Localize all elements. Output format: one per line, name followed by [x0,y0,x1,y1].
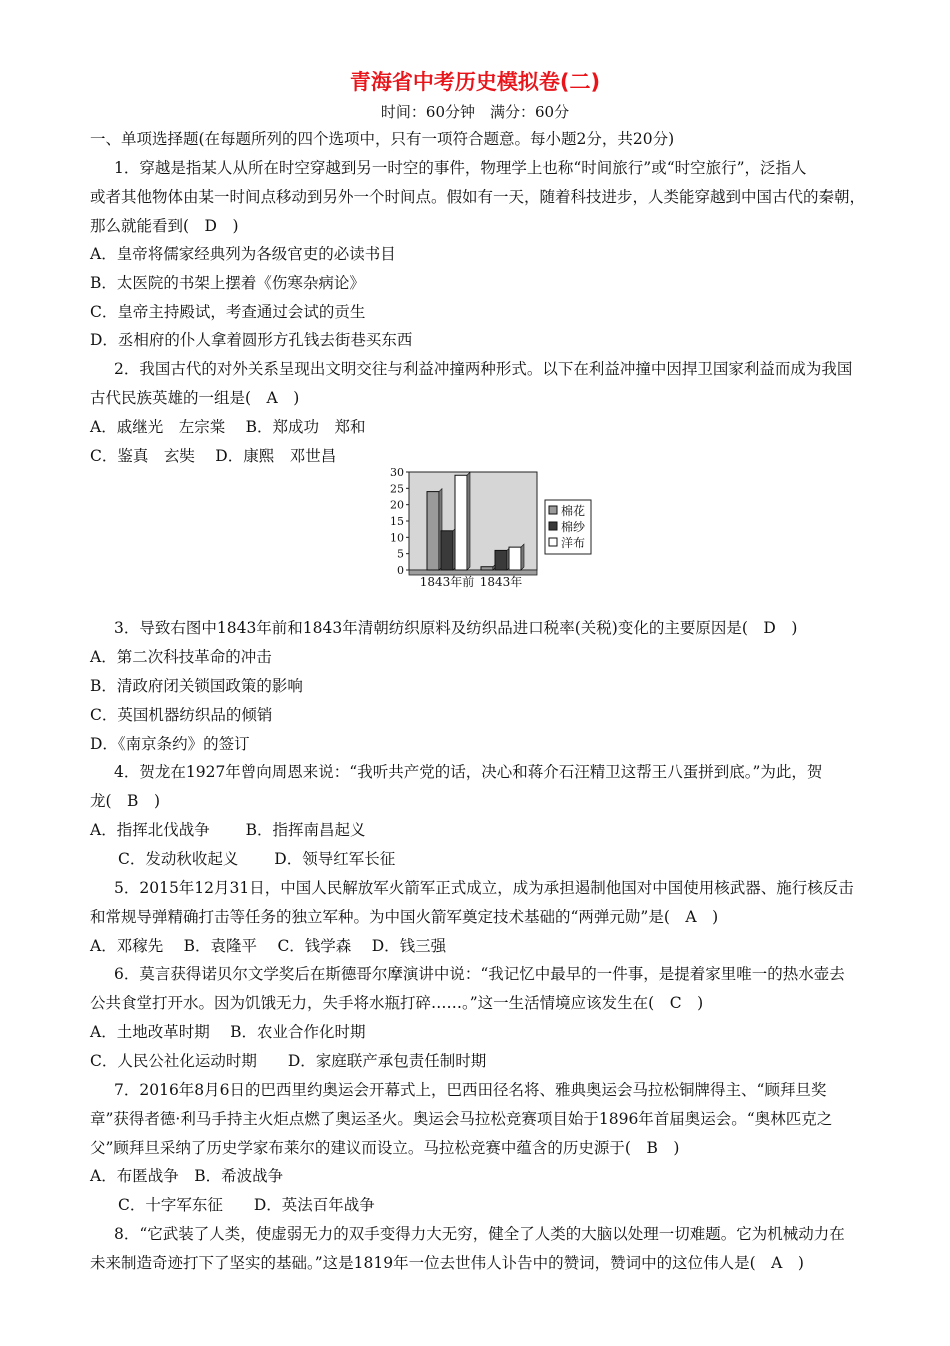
option-c: C．英国机器纺织品的倾销 [90,706,273,724]
option-c: C．皇帝主持殿试，考查通过会试的贡生 [90,303,366,321]
options-cd: C．鉴真 玄奘 D．康熙 邓世昌 [90,447,337,465]
option-d: D．《南京条约》的签订 [90,735,250,753]
option-b: B．清政府闭关锁国政策的影响 [90,677,303,695]
bar-洋布 [455,475,467,570]
options-ab: A．指挥北伐战争 B．指挥南昌起义 [90,821,366,839]
page-title: 青海省中考历史模拟卷(二) [349,70,601,94]
options-ab: A．布匿战争 B．希波战争 [90,1167,284,1185]
question-7-text: 章”获得者德·利马手持主火炬点燃了奥运圣火。奥运会马拉松竞赛项目始于1896年首届奥运会。“奥林匹克之 [90,1110,833,1128]
y-tick-label: 5 [397,547,404,561]
question-5-text: 和常规导弹精确打击等任务的独立军种。为中国火箭军奠定技术基础的“两弹元勋”是( A ) [90,908,719,926]
question-1-text: 1．穿越是指某人从所在时空穿越到另一时空的事件，物理学上也称“时间旅行”或“时空旅行”，泛指人 [114,159,807,177]
option-b: B．太医院的书架上摆着《伤寒杂病论》 [90,274,365,292]
question-3-text: 3．导致右图中1843年前和1843年清朝纺织原料及纺织品进口税率(关税)变化的主要原因是( D ) [114,619,798,637]
bar-side [467,472,470,570]
exam-info: 时间：60分钟 满分：60分 [380,103,570,121]
option-d: D．丞相府的仆人拿着圆形方孔钱去街巷买东西 [90,331,413,349]
y-tick-label: 20 [390,498,404,512]
legend-swatch [549,522,557,530]
y-tick-label: 10 [390,531,404,545]
x-tick-label: 1843年前 [419,575,475,589]
y-tick-label: 30 [390,466,404,479]
question-7-text: 7．2016年8月6日的巴西里约奥运会开幕式上，巴西田径名将、雅典奥运会马拉松铜牌得主、“顾拜旦奖 [114,1081,827,1099]
question-2-text: 古代民族英雄的一组是( A ) [90,389,300,407]
legend-label: 棉纱 [561,520,586,534]
option-a: A．皇帝将儒家经典列为各级官吏的必读书目 [90,245,396,263]
section-heading: 一、单项选择题(在每题所列的四个选项中，只有一项符合题意。每小题2分，共20分) [90,130,675,148]
question-5-text: 5．2015年12月31日，中国人民解放军火箭军正式成立，成为承担遏制他国对中国使用核武器、施行核反击 [114,879,854,897]
question-8-text: 未来制造奇迹打下了坚实的基础。”这是1819年一位去世伟人讣告中的赞词，赞词中的这位伟人是( A ) [90,1254,804,1272]
question-6-text: 公共食堂打开水。因为饥饿无力，失手将水瓶打碎……。”这一生活情境应该发生在( C ) [90,994,704,1012]
legend-label: 棉花 [561,504,586,518]
question-2-text: 2．我国古代的对外关系呈现出文明交往与利益冲撞两种形式。以下在利益冲撞中因捍卫国家利益而成为我国 [114,360,853,378]
question-8-text: 8．“它武装了人类，使虚弱无力的双手变得力大无穷，健全了人类的大脑以处理一切难题。它为机械动力在 [114,1225,845,1243]
options-cd: C．人民公社化运动时期 D．家庭联产承包责任制时期 [90,1052,487,1070]
bar-棉花 [427,492,439,570]
legend-swatch [549,538,557,546]
y-tick-label: 25 [390,482,404,496]
y-tick-label: 15 [390,515,404,528]
bar-洋布 [509,547,521,570]
legend-swatch [549,506,557,514]
bar-side [521,544,524,570]
question-7-text: 父”顾拜旦采纳了历史学家布莱尔的建议而设立。马拉松竞赛中蕴含的历史源于( B ) [90,1139,680,1157]
options: A．邓稼先 B．袁隆平 C．钱学森 D．钱三强 [90,937,447,955]
y-tick-label: 0 [397,564,404,577]
legend-label: 洋布 [561,536,586,550]
option-a: A．第二次科技革命的冲击 [90,648,272,666]
question-1-text: 那么就能看到( D ) [90,217,239,235]
options-cd: C．十字军东征 D．英法百年战争 [118,1196,375,1214]
tariff-bar-chart [377,466,595,590]
options-cd: C．发动秋收起义 D．领导红军长征 [118,850,396,868]
options-ab: A．戚继光 左宗棠 B．郑成功 郑和 [90,418,366,436]
bar-棉纱 [441,531,453,570]
question-4-text: 4．贺龙在1927年曾向周恩来说：“我听共产党的话，决心和蒋介石汪精卫这帮王八蛋拼到底。”为此，贺 [114,763,823,781]
question-1-text: 或者其他物体由某一时间点移动到另外一个时间点。假如有一天，随着科技进步，人类能穿越到中国古代的秦朝， [90,188,866,206]
question-6-text: 6．莫言获得诺贝尔文学奖后在斯德哥尔摩演讲中说：“我记忆中最早的一件事，是提着家里唯一的热水壶去 [114,965,845,983]
options-ab: A．土地改革时期 B．农业合作化时期 [90,1023,366,1041]
x-tick-label: 1843年 [479,575,523,589]
question-4-text: 龙( B ) [90,792,160,810]
bar-棉花 [481,567,493,570]
bar-棉纱 [495,550,507,570]
